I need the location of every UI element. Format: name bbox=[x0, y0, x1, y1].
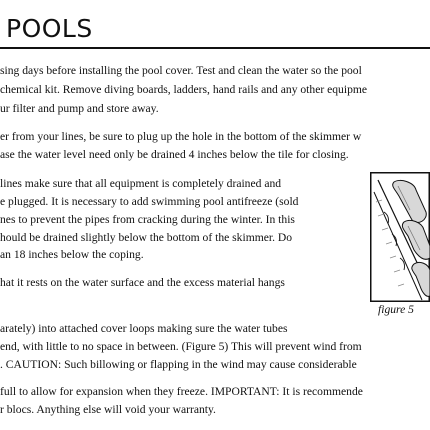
page-title: POOLS bbox=[6, 14, 93, 43]
body-line: chemical kit. Remove diving boards, ladders, hand rails and any other equipme bbox=[0, 83, 368, 96]
body-line: hould be drained slightly below the bottom of the skimmer. Do bbox=[0, 231, 293, 244]
body-line: . CAUTION: Such billowing or flapping in the wind may cause considerable bbox=[0, 358, 357, 371]
body-line: hat it rests on the water surface and the excess material hangs bbox=[0, 276, 285, 289]
body-line: sing days before installing the pool cover. Test and clean the water so the pool bbox=[0, 64, 362, 77]
body-line: er from your lines, be sure to plug up the hole in the bottom of the skimmer w bbox=[0, 130, 362, 143]
body-line: an 18 inches below the coping. bbox=[0, 248, 144, 261]
body-line: ur filter and pump and store away. bbox=[0, 102, 159, 115]
body-line: arately) into attached cover loops making sure the water tubes bbox=[0, 322, 288, 335]
body-line: e plugged. It is necessary to add swimming pool antifreeze (sold bbox=[0, 195, 299, 208]
figure-caption: figure 5 bbox=[378, 303, 414, 316]
body-line: end, with little to no space in between. (Figure 5) This will prevent wind from bbox=[0, 340, 362, 353]
body-line: ase the water level need only be drained 4 inches below the tile for closing. bbox=[0, 148, 349, 161]
body-line: lines make sure that all equipment is completely drained and bbox=[0, 177, 282, 190]
body-line: nes to prevent the pipes from cracking during the winter. In this bbox=[0, 213, 295, 226]
title-divider bbox=[0, 47, 430, 49]
body-line: full to allow for expansion when they freeze. IMPORTANT: It is recommende bbox=[0, 385, 363, 398]
figure-illustration bbox=[370, 172, 430, 302]
body-line: r blocs. Anything else will void your warranty. bbox=[0, 403, 216, 416]
